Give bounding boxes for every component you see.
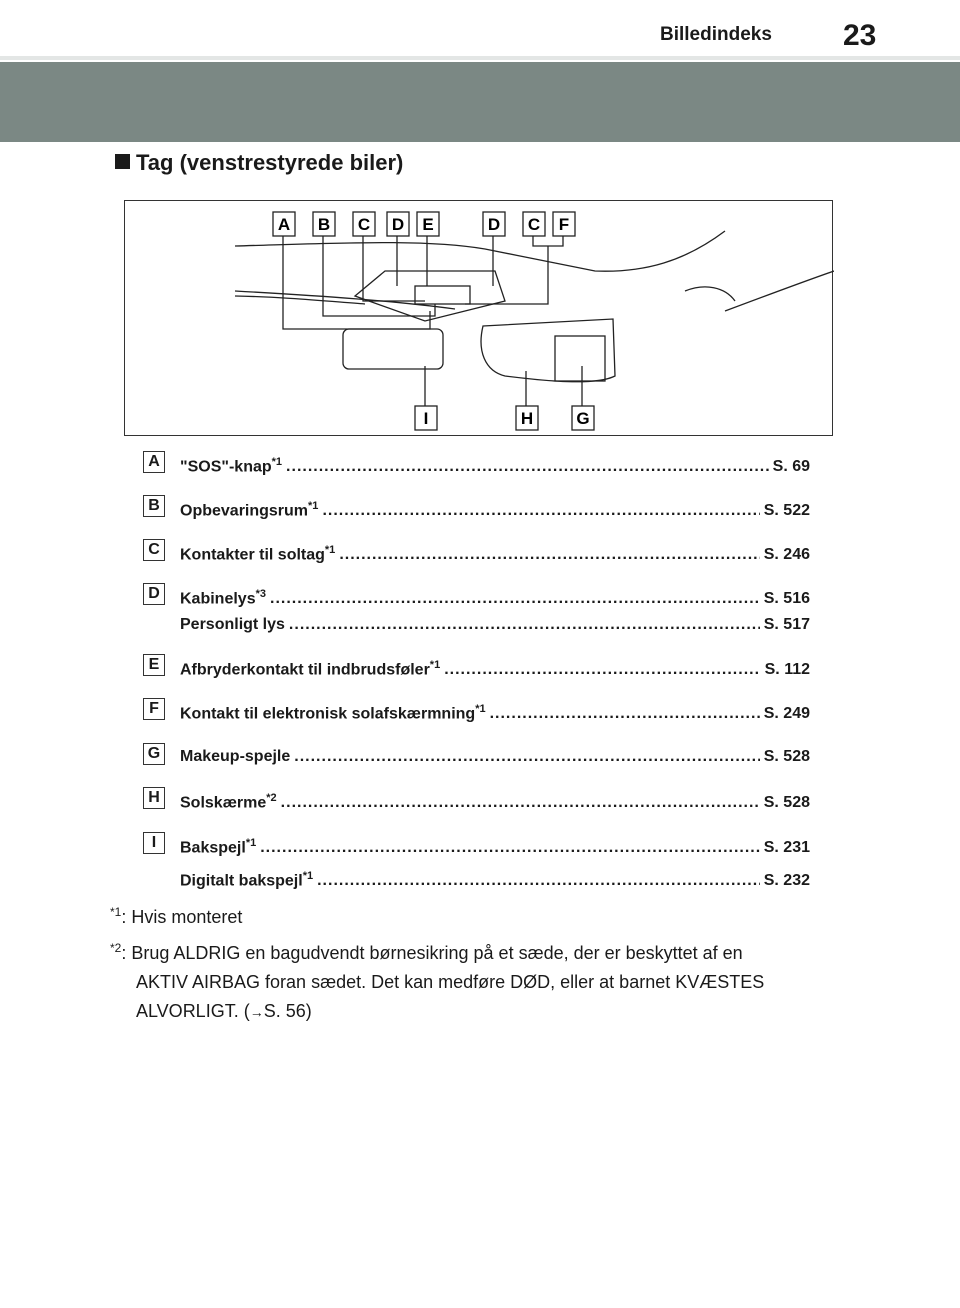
roof-edge-line [235,231,725,271]
page-reference: S. 232 [763,872,810,890]
index-entry [180,588,810,608]
svg-text:H: H [520,409,534,428]
arrow-right-icon: → [249,1004,264,1020]
key-box-f: F [143,698,165,720]
footnote-mark: *3 [255,588,266,600]
svg-text:D: D [487,215,501,234]
index-entry [180,456,810,476]
callout-top-5 [483,212,505,236]
key-box-c: C [143,539,165,561]
callout-top-2 [353,212,375,236]
index-entry [180,837,810,857]
callout-top-6 [523,212,545,236]
entry-label: Bakspejl$^{*1}$ [180,837,257,857]
index-entry [180,544,810,564]
footnote-mark: *1 [475,703,486,715]
entry-label: Opbevaringsrum$^{*1}$ [180,500,319,520]
callout-top-0 [273,212,295,236]
dot-leader [286,458,769,476]
index-entry [180,870,810,890]
rear-view-mirror [343,329,443,369]
page-reference: S. 112 [764,661,810,679]
dot-leader [322,502,759,520]
callout-bottom-0 [415,406,437,430]
footnote-mark: *1 [302,870,314,882]
entry-label: Kabinelys$^{*3}$ [180,588,266,608]
entry-label: Kontakter til soltag$^{*1}$ [180,544,336,564]
footnote-mark: *2 [266,792,277,804]
index-entry [180,748,810,766]
page-reference: S. 517 [763,616,810,633]
dot-leader [339,546,759,564]
callout-top-1 [313,212,335,236]
dot-leader [260,839,760,857]
index-entry [180,792,810,812]
key-box-b: B [143,495,165,517]
svg-text:I: I [423,409,429,428]
svg-text:A: A [277,215,291,234]
svg-text:F: F [558,215,570,234]
index-entry [180,616,810,634]
dot-leader [490,705,760,723]
key-box-d: D [143,583,165,605]
leader-CF [465,246,548,304]
key-box-i: I [143,832,165,854]
header-band [0,62,960,142]
roof-illustration [124,200,833,436]
key-box-g: G [143,743,165,765]
svg-text:D: D [391,215,405,234]
key-box-a: A [143,451,165,473]
svg-text:B: B [317,215,331,234]
page-reference: S. 231 [763,839,810,857]
entry-label: "SOS"-knap$^{*1}$ [180,456,283,476]
leader-CF-bracket [533,236,563,246]
callout-top-3 [387,212,409,236]
leader-C [363,236,425,301]
key-box-e: E [143,654,165,676]
callout-top-7 [553,212,575,236]
header-title: Billedindeks [660,24,772,45]
entry-label: Afbryderkontakt til indbrudsføler$^{*1}$ [180,659,441,679]
page-reference: S. 249 [763,705,810,723]
footnote-2: $^{*2}$: Brug ALDRIG en bagudvendt børnesikring på et sæde, der er beskyttet af en AKTIV AIRBAG foran sædet. Det kan medføre DØD, eller at barnet KVÆSTES ALVORLIGT. (→S. 56) [110,941,765,1021]
footnote-mark: *1 [324,544,336,556]
page-reference: S. 522 [763,502,810,520]
entry-label: Kontakt til elektronisk solafskærmning$^{*1}$ [180,703,486,723]
key-box-h: H [143,787,165,809]
callout-bottom-2 [572,406,594,430]
dot-leader [444,661,760,679]
section-title: Tag (venstrestyrede biler) [115,150,403,176]
footnote-1: $^{*1}$: Hvis monteret [110,905,243,927]
svg-text:C: C [527,215,541,234]
entry-label: Makeup-spejle [180,748,291,765]
page-reference: S. 516 [763,590,810,608]
index-entry [180,500,810,520]
footnote-mark: *1 [245,837,257,849]
roof-drawing [125,201,834,437]
page-reference: S. 528 [763,748,810,765]
dot-leader [294,748,759,766]
entry-label: Personligt lys [180,616,285,633]
page-reference: S. 246 [763,546,810,564]
svg-text:C: C [357,215,371,234]
svg-text:G: G [576,409,590,428]
page-number: 23 [843,19,877,52]
dot-leader [289,616,760,634]
index-entry [180,659,810,679]
sun-visor [481,319,615,382]
makeup-mirror [555,336,605,381]
page-reference: S. 528 [763,794,810,812]
header-divider [0,56,960,60]
dot-leader [317,872,760,890]
footnote-mark: *1 [271,456,283,468]
callout-bottom-1 [516,406,538,430]
square-bullet-icon [115,154,130,169]
dot-leader [281,794,760,812]
footnote-mark: *1 [308,500,319,512]
svg-text:E: E [422,215,434,234]
entry-label: Solskærme$^{*2}$ [180,792,277,812]
index-entry [180,703,810,723]
dot-leader [270,590,760,608]
footnote-mark: *1 [429,659,441,671]
roof-lower-line [235,291,455,309]
page-reference: S. 69 [772,458,810,476]
entry-label: Digitalt bakspejl$^{*1}$ [180,870,314,890]
callout-top-4 [417,212,439,236]
